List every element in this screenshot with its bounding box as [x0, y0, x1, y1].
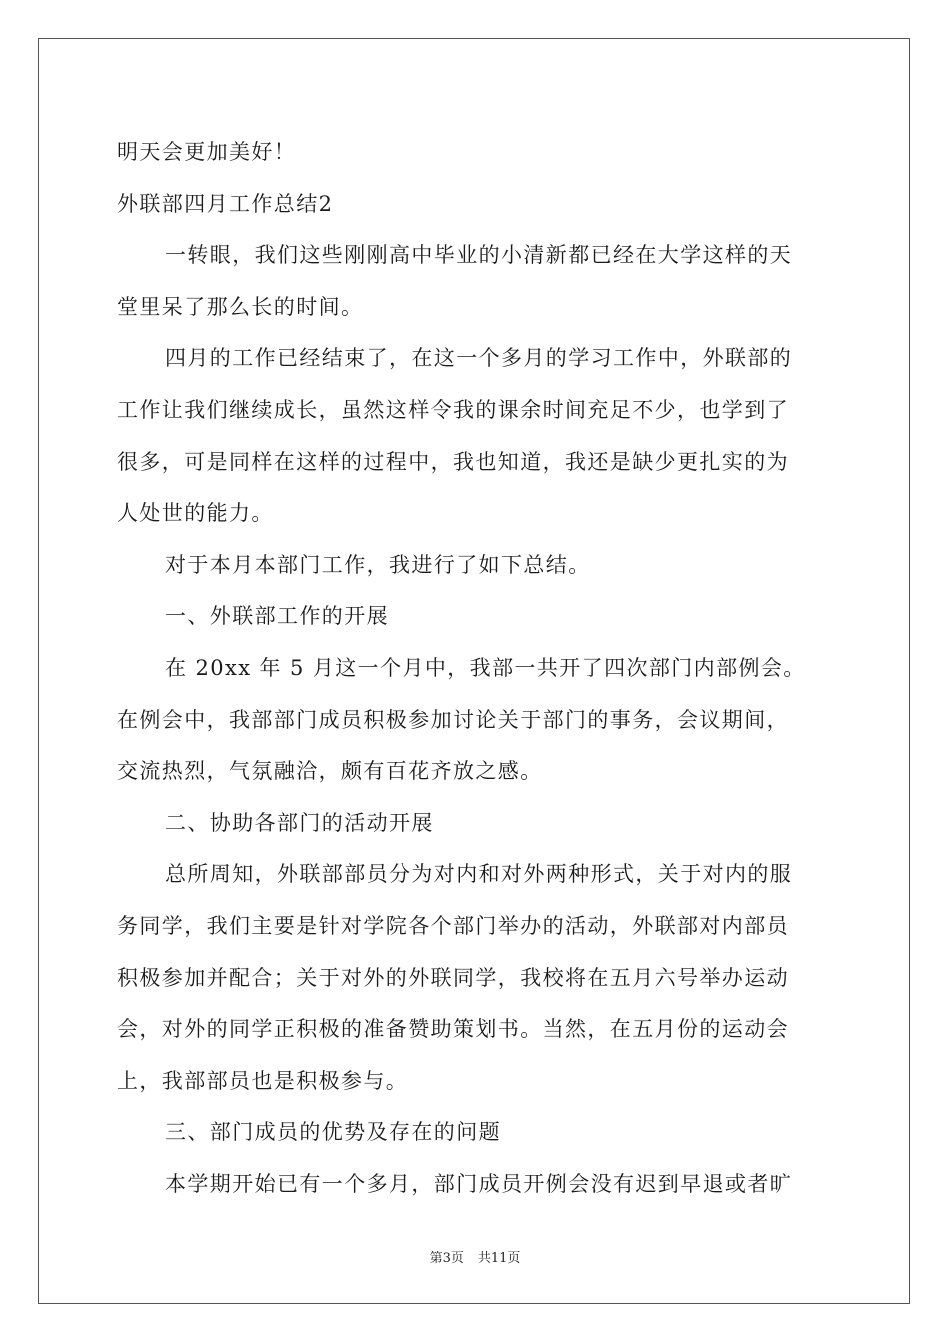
text-line: 二、协助各部门的活动开展: [165, 810, 434, 835]
text-line: 一、外联部工作的开展: [165, 604, 389, 629]
text-line: 四月的工作已经结束了，在这一个多月的学习工作中，外联部的: [165, 346, 793, 371]
text-line: 一转眼，我们这些刚刚高中毕业的小清新都已经在大学这样的天: [165, 243, 793, 268]
text-line: 人处世的能力。: [117, 501, 274, 526]
text-line: 工作让我们继续成长，虽然这样令我的课余时间充足不少，也学到了: [117, 397, 789, 422]
text-line: 三、部门成员的优势及存在的问题: [165, 1120, 501, 1145]
text-line: 本学期开始已有一个多月，部门成员开例会没有迟到早退或者旷: [165, 1171, 793, 1196]
text-line: 外联部四月工作总结2: [117, 191, 334, 216]
text-line: 对于本月本部门工作，我进行了如下总结。: [165, 552, 591, 577]
text-line: 堂里呆了那么长的时间。: [117, 294, 364, 319]
text-line: 会，对外的同学正积极的准备赞助策划书。当然，在五月份的运动会: [117, 1017, 789, 1042]
page-total: 共11页: [477, 1251, 521, 1266]
text-line: 交流热烈，气氛融洽，颇有百花齐放之感。: [117, 759, 543, 784]
text-line: 总所周知，外联部部员分为对内和对外两种形式，关于对内的服: [165, 862, 793, 887]
text-line: 积极参加并配合；关于对外的外联同学，我校将在五月六号举办运动: [117, 965, 789, 990]
text-line: 很多，可是同样在这样的过程中，我也知道，我还是缺少更扎实的为: [117, 449, 789, 474]
text-line: 明天会更加美好！: [117, 140, 297, 164]
page-number: 第3页: [429, 1251, 464, 1266]
text-line: 上，我部部员也是积极参与。: [117, 1068, 409, 1093]
text-line: 在例会中，我部部门成员积极参加讨论关于部门的事务，会议期间，: [117, 707, 789, 732]
text-line: 在 20xx 年 5 月这一个月中，我部一共开了四次部门内部例会。: [165, 655, 806, 680]
text-line: 务同学，我们主要是针对学院各个部门举办的活动，外联部对内部员: [117, 913, 789, 938]
document-body: [117, 127, 833, 1210]
page-footer: [0, 1247, 950, 1266]
